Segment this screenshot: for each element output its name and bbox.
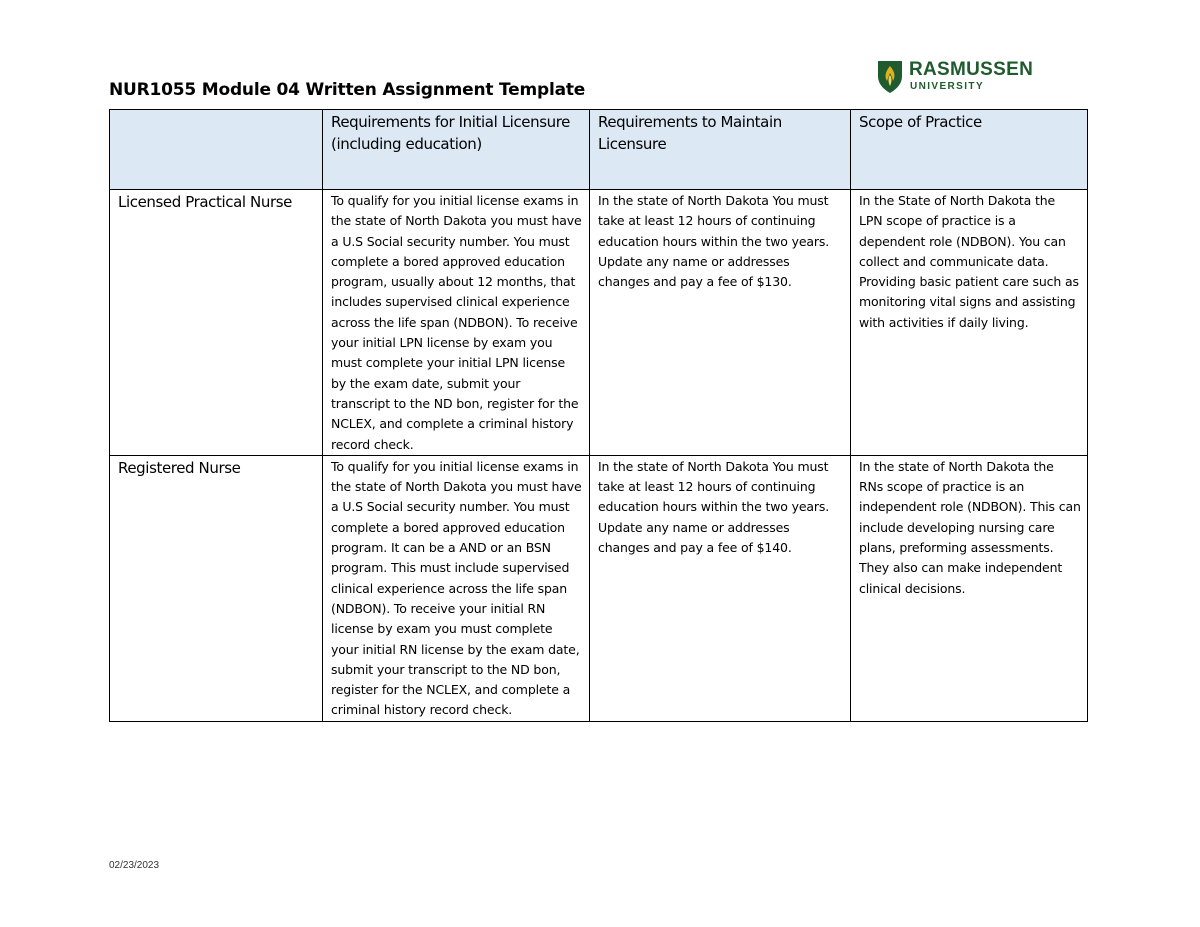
flame-shield-icon bbox=[876, 58, 904, 94]
logo-wordmark: RASMUSSEN bbox=[909, 59, 1034, 80]
table-row bbox=[110, 190, 1088, 456]
lpn-scope-of-practice: In the State of North Dakota the LPN scope of practice is a dependent role (NDBON). You can collect and communicate data. Providing basic patient care such as monitoring vital signs and assisting with activities if daily living. bbox=[851, 190, 1088, 456]
logo-subtitle: UNIVERSITY bbox=[910, 81, 985, 92]
row-label-lpn: Licensed Practical Nurse bbox=[110, 190, 323, 456]
table-row bbox=[110, 455, 1088, 721]
header-maintain-licensure: Requirements to Maintain Licensure bbox=[590, 110, 851, 190]
footer-date: 02/23/2023 bbox=[109, 860, 160, 871]
rn-maintain-requirements: In the state of North Dakota You must take at least 12 hours of continuing education hours within the two years. Update any name or addresses changes and pay a fee of $140. bbox=[590, 455, 851, 721]
table-header-row bbox=[110, 110, 1088, 190]
licensure-table bbox=[109, 109, 1088, 722]
rn-scope-of-practice: In the state of North Dakota the RNs scope of practice is an independent role (NDBON). This can include developing nursing care plans, preforming assessments. They also can make independent clinical decisions. bbox=[851, 455, 1088, 721]
document-title: NUR1055 Module 04 Written Assignment Template bbox=[109, 80, 586, 100]
rn-initial-requirements: To qualify for you initial license exams in the state of North Dakota you must have a U.S Social security number. You must complete a bored approved education program. It can be a AND or an BSN program. This must include supervised clinical experience across the life span (NDBON). To receive your initial RN license by exam you must complete your initial RN license by the exam date, submit your transcript to the ND bon, register for the NCLEX, and complete a criminal history record check. bbox=[323, 455, 590, 721]
row-label-rn: Registered Nurse bbox=[110, 455, 323, 721]
header-scope-of-practice: Scope of Practice bbox=[851, 110, 1088, 190]
rasmussen-logo bbox=[876, 58, 1041, 94]
lpn-initial-requirements: To qualify for you initial license exams in the state of North Dakota you must have a U.S Social security number. You must complete a bored approved education program, usually about 12 months, that includes supervised clinical experience across the life span (NDBON). To receive your initial LPN license by exam you must complete your initial LPN license by the exam date, submit your transcript to the ND bon, register for the NCLEX, and complete a criminal history record check. bbox=[323, 190, 590, 456]
header-corner-cell bbox=[110, 110, 323, 190]
header-initial-licensure: Requirements for Initial Licensure (including education) bbox=[323, 110, 590, 190]
lpn-maintain-requirements: In the state of North Dakota You must take at least 12 hours of continuing education hours within the two years. Update any name or addresses changes and pay a fee of $130. bbox=[590, 190, 851, 456]
